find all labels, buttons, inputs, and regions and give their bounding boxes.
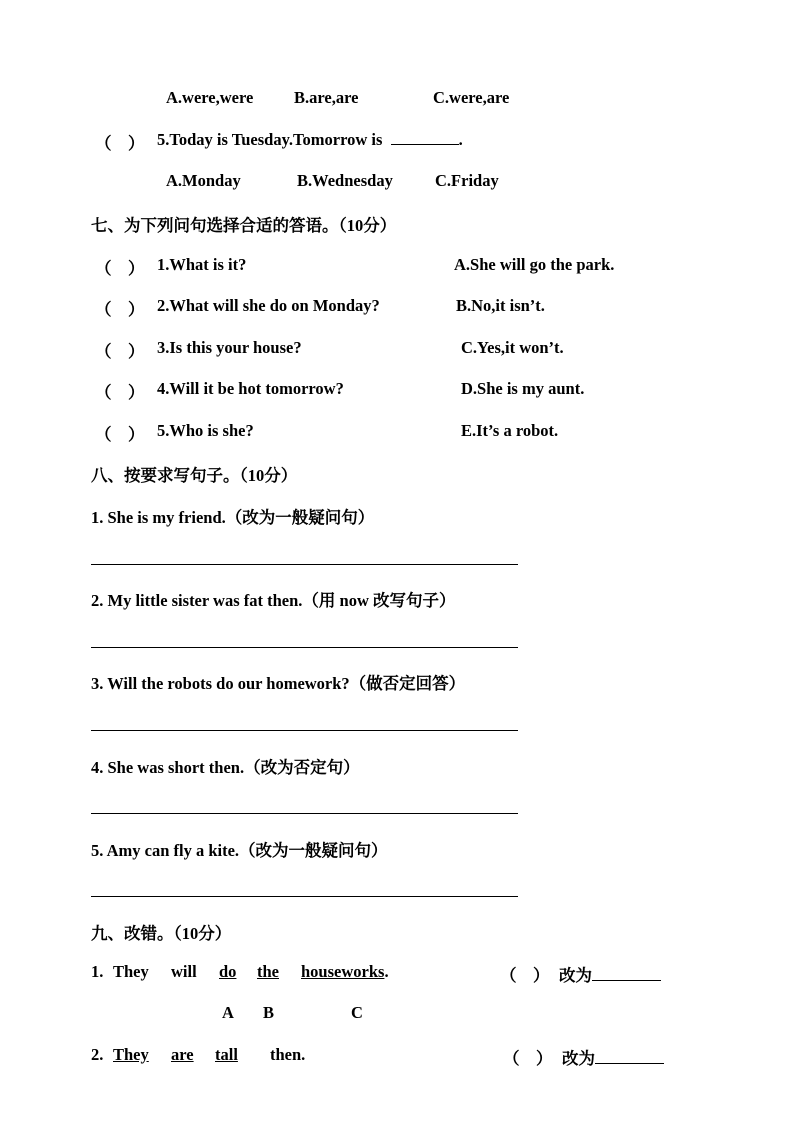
s9-item1-word-they: They: [113, 962, 149, 981]
s9-item2-word-then: then.: [270, 1045, 306, 1064]
s9-item1-change-blank[interactable]: [592, 980, 661, 981]
s9-item1-word-houseworks: [301, 962, 389, 982]
s7-paren-2[interactable]: （ ）: [95, 300, 145, 319]
s7-question-4: 4.Will it be hot tomorrow?: [157, 379, 344, 398]
s7-answer-c: C.Yes,it won’t.: [461, 338, 564, 357]
s7-question-5: 5.Who is she?: [157, 421, 254, 440]
s9-item1-change-label: 改为: [559, 966, 592, 985]
q5-stem-end: .: [458, 130, 463, 149]
s7-question-1: 1.What is it?: [157, 255, 247, 274]
s8-item-1: 1. She is my friend.（改为一般疑问句）: [91, 508, 375, 527]
s9-item1-letter-a: A: [222, 1003, 234, 1022]
s9-item2-num: 2.: [91, 1045, 104, 1064]
s9-item2-word-they: They: [113, 1045, 149, 1064]
s9-item1-letter-b: B: [263, 1003, 275, 1022]
q5-option-b: B.Wednesday: [297, 171, 393, 190]
s7-answer-e: E.It’s a robot.: [461, 421, 559, 440]
s8-item-3: 3. Will the robots do our homework?（做否定回答）: [91, 674, 466, 693]
s7-paren-5[interactable]: （ ）: [95, 425, 145, 444]
q5-paren: （ ）: [95, 134, 145, 153]
s9-item2-change: [562, 1045, 664, 1069]
s8-item-4: 4. She was short then.（改为否定句）: [91, 758, 360, 777]
s7-paren-3[interactable]: （ ）: [95, 342, 145, 361]
q4-option-c: C.were,are: [433, 88, 510, 107]
s9-item2-change-blank[interactable]: [595, 1063, 664, 1064]
s9-item2-paren[interactable]: （ ）: [503, 1049, 553, 1068]
s9-item1-word-will: will: [171, 962, 197, 981]
s8-item-2: 2. My little sister was fat then.（用 now 改写句子）: [91, 591, 456, 610]
s8-answer-line-3[interactable]: [91, 730, 518, 731]
s8-answer-line-2[interactable]: [91, 647, 518, 648]
s8-answer-line-4[interactable]: [91, 813, 518, 814]
q5-option-a: A.Monday: [166, 171, 241, 190]
s9-item1-word-do: do: [219, 962, 237, 981]
s7-paren-4[interactable]: （ ）: [95, 383, 145, 402]
s9-item2-word-are: are: [171, 1045, 194, 1064]
s8-answer-line-5[interactable]: [91, 896, 518, 897]
q5-option-c: C.Friday: [435, 171, 499, 190]
s7-answer-a: A.She will go the park.: [454, 255, 615, 274]
q4-option-b: B.are,are: [294, 88, 359, 107]
s9-item1-change: [559, 962, 661, 986]
section9-heading: 九、改错。（10分）: [91, 924, 232, 943]
s7-paren-1[interactable]: （ ）: [95, 259, 145, 278]
q5-stem-text: 5.Today is Tuesday.Tomorrow is: [157, 130, 383, 149]
s8-answer-line-1[interactable]: [91, 564, 518, 565]
q5-answer-blank[interactable]: [391, 144, 459, 145]
q5-stem: [157, 130, 463, 150]
s8-item-5: 5. Amy can fly a kite.（改为一般疑问句）: [91, 841, 388, 860]
s7-question-3: 3.Is this your house?: [157, 338, 302, 357]
section8-heading: 八、按要求写句子。（10分）: [91, 466, 298, 485]
s7-question-2: 2.What will she do on Monday?: [157, 296, 380, 315]
s9-item1-word-the: the: [257, 962, 279, 981]
s9-item1-houseworks-text: houseworks: [301, 962, 385, 981]
s9-item1-num: 1.: [91, 962, 104, 981]
s9-item2-change-label: 改为: [562, 1049, 595, 1068]
s9-item2-word-tall: tall: [215, 1045, 238, 1064]
section7-heading: 七、为下列问句选择合适的答语。（10分）: [91, 216, 397, 235]
s7-answer-b: B.No,it isn’t.: [456, 296, 545, 315]
s7-answer-d: D.She is my aunt.: [461, 379, 585, 398]
s9-item1-letter-c: C: [351, 1003, 363, 1022]
q4-option-a: A.were,were: [166, 88, 254, 107]
s9-item1-paren[interactable]: （ ）: [500, 966, 550, 985]
s9-item1-end: .: [384, 962, 389, 981]
